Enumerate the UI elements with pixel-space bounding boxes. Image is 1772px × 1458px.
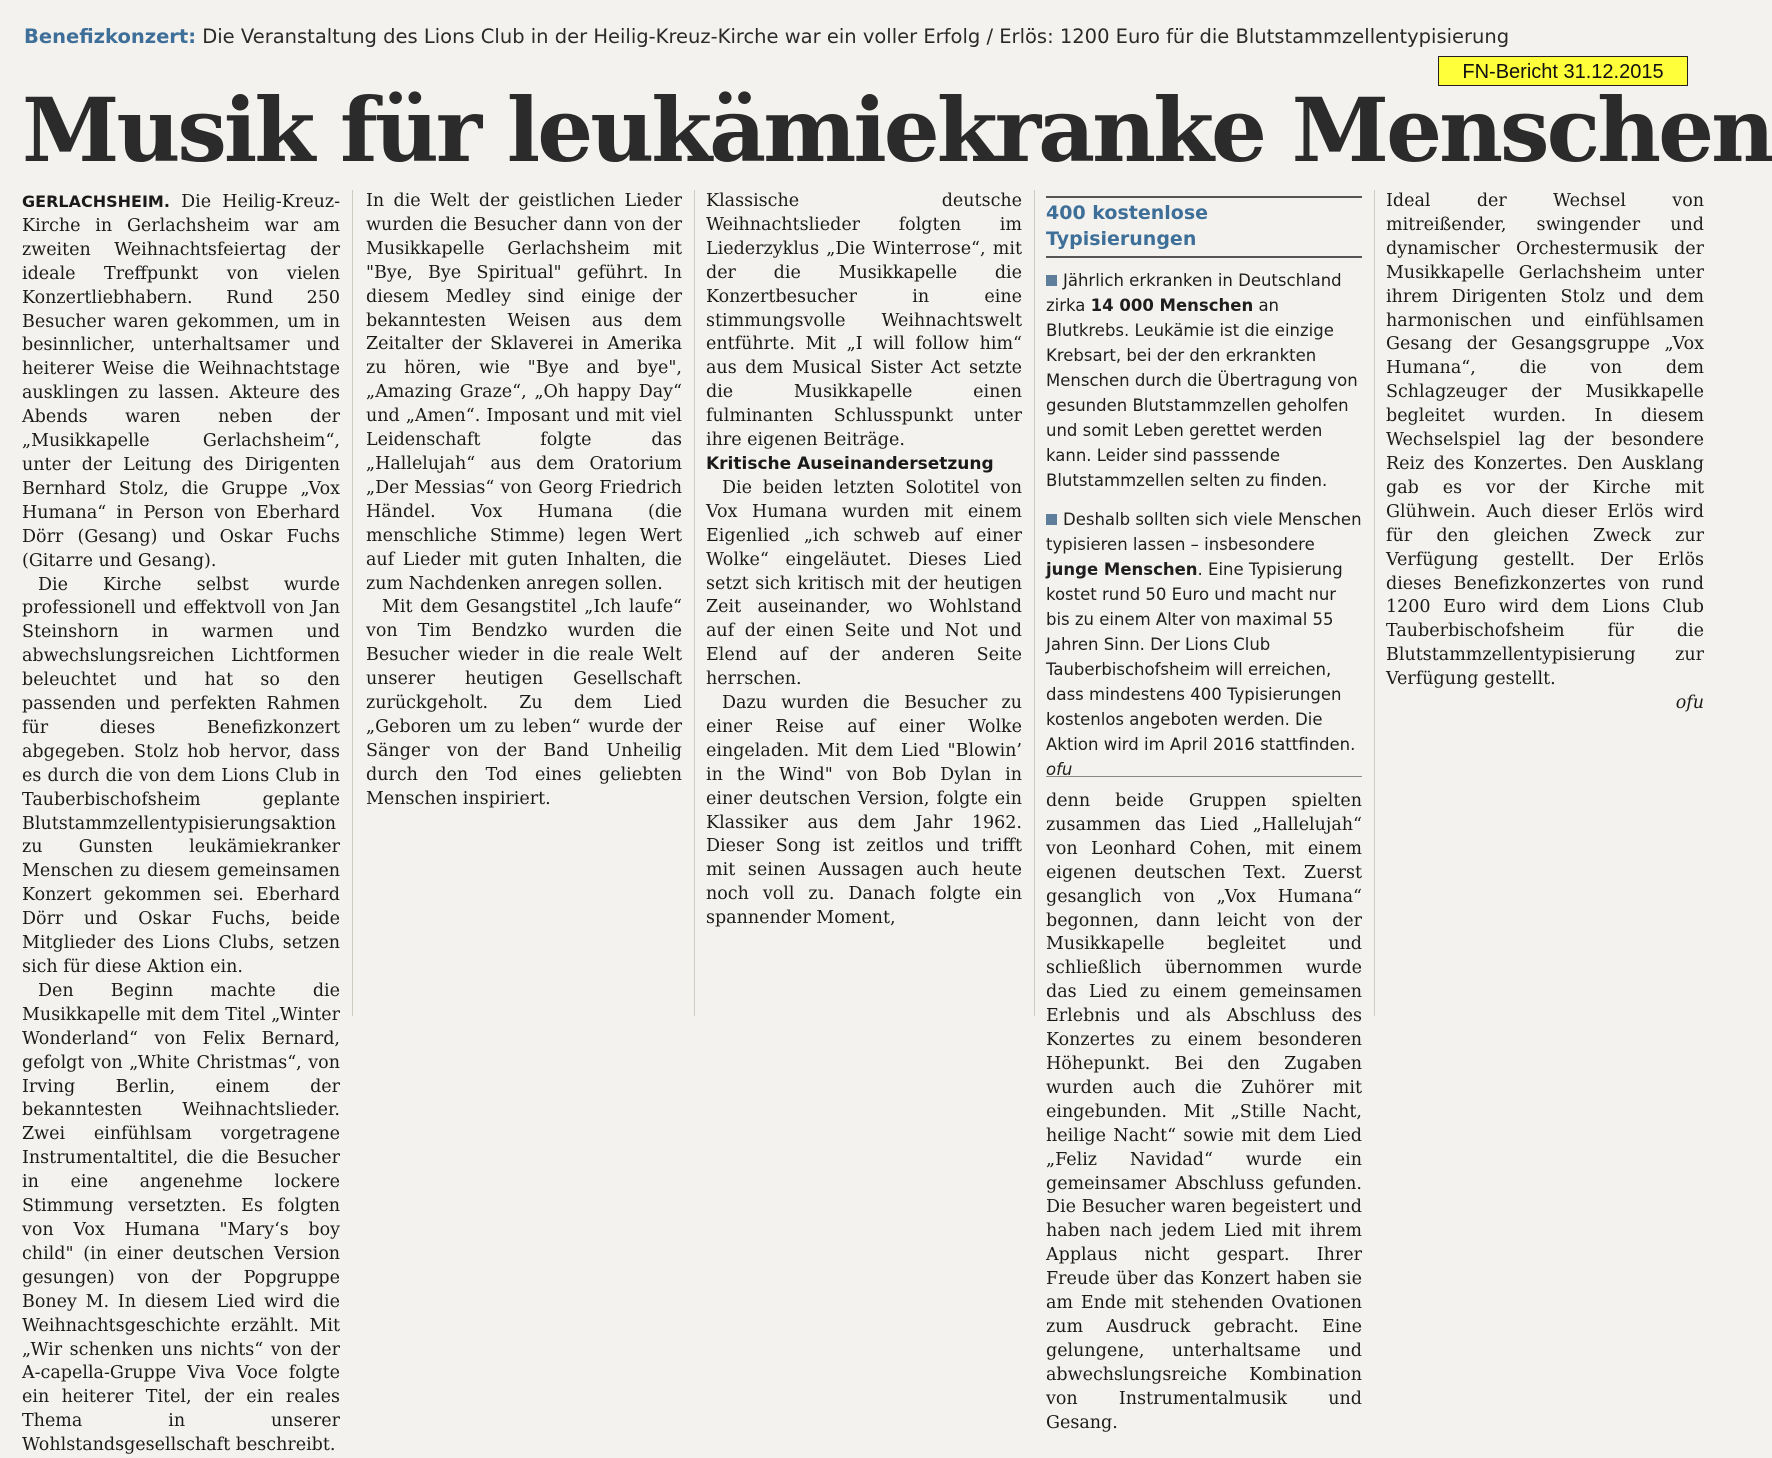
- article-author: ofu: [1675, 693, 1704, 714]
- column-divider: [694, 190, 695, 1016]
- info-text: an Blutkrebs. Leukämie ist die einzige Krebsart, bei der den erkrankten Menschen durch die Übertragung von gesunden Blutstammzellen geholfen und somit Leben gerettet werden kann. Leider sind passsende Blutstammzellen selten zu finden.: [1046, 296, 1358, 490]
- column-spacer: [366, 0, 682, 190]
- article-paragraph: Klassische deutsche Weihnachtslieder folgten im Liederzyklus „Die Winterrose“, mit der die Musikkapelle die Konzertbesucher in eine stimmungsvolle Weihnachtswelt entführte. Mit „I will follow him“ aus dem Musical Sister Act setzte die Musikkapelle einen fulminanten Schlusspunkt unter ihre eigenen Beiträge.: [706, 191, 1022, 451]
- headline: Musik für leukämiekranke Menschen: [22, 78, 1772, 182]
- article-paragraph: Ideal der Wechsel von mitreißender, swingender und dynamischer Orchestermusik der Musikkapelle Gerlachsheim unter ihrem Dirigenten Stolz und dem harmonischen und einfühlsamen Gesang der Gesangsgruppe „Vox Humana“, die von dem Schlagzeuger der Musikkapelle begleitet wurden. In diesem Wechselspiel lag der besondere Reiz des Konzertes. Den Ausklang gab es vor der Kirche mit Glühwein. Auch dieser Erlös wird für den gleichen Zweck zur Verfügung gestellt. Der Erlös dieses Benefizkonzertes von rund 1200 Euro wird dem Lions Club Tauberbischofsheim für die Blutstammzellentypisierung zur Verfügung gestellt.: [1386, 191, 1704, 690]
- dateline: GERLACHSHEIM.: [22, 192, 170, 211]
- info-bullet: [1046, 507, 1362, 782]
- article-paragraph: Die beiden letzten Solotitel von Vox Humana wurden mit einem Eigenlied „ich schweb auf einer Wolke“ eingeläutet. Dieses Lied setzt sich kritisch mit der heutigen Zeit auseinander, wo Wohlstand auf der einen Seite und Not und Elend auf der anderen Seite herrschen.: [706, 477, 1022, 690]
- info-bullet: [1046, 268, 1362, 493]
- article-paragraph: Den Beginn machte die Musikkapelle mit dem Titel „Winter Wonderland“ von Felix Bernard, gefolgt von „White Christmas“, von Irving Berlin, einem der bekanntesten Weihnachtslieder. Zwei einfühlsam vorgetragene Instrumentaltitel, die die Besucher in eine angenehme lockere Stimmung versetzten. Es folgten von Vox Humana "Mary‘s boy child" (in einer deutschen Version gesungen) von der Popgruppe Boney M. In diesem Lied wird die Weihnachtsgeschichte erzählt. Mit „Wir schenken uns nichts“ von der A-capella-Gruppe Viva Voce folgte ein heiterer Titel, der ein reales Thema in unserer Wohlstandsgesellschaft beschreibt.: [22, 980, 340, 1456]
- kicker-lead: Benefizkonzert:: [24, 25, 197, 48]
- info-emphasis: 14 000 Menschen: [1090, 296, 1254, 315]
- article-column-3: [706, 190, 1022, 1020]
- kicker-line: [24, 24, 1514, 50]
- column-divider: [1034, 190, 1035, 1016]
- article-column-2: [366, 0, 682, 829]
- article-column-5: [1386, 190, 1704, 1020]
- article-column-1: [22, 190, 340, 1456]
- column-divider: [1374, 190, 1375, 1016]
- info-emphasis: junge Menschen: [1046, 560, 1198, 579]
- paragraph-text: Die Heilig-Kreuz-Kirche in Gerlachsheim war am zweiten Weihnachtsfeiertag der ideale Treffpunkt von vielen Konzertliebhabern. Rund 250 Besucher waren gekommen, um in besinnlicher, unterhaltsamer und heiterer Weise die Weihnachtstage ausklingen zu lassen. Akteure des Abends waren neben der „Musikkapelle Gerlachsheim“, unter der Leitung des Dirigenten Bernhard Stolz, die Gruppe „Vox Humana“ in Person von Eberhard Dörr (Gesang) und Oskar Fuchs (Gitarre und Gesang).: [22, 192, 340, 571]
- article-subhead: Kritische Auseinandersetzung: [706, 453, 994, 474]
- article-paragraph: Mit dem Gesangstitel „Ich laufe“ von Tim Bendzko wurden die Besucher wieder in die reale Welt unserer heutigen Gesellschaft zurückgeholt. Zu dem Lied „Geboren um zu leben“ wurde der Sänger von der Band Unheilig durch den Tod eines geliebten Menschen inspiriert.: [366, 597, 682, 809]
- article-column-4: [1046, 790, 1362, 1433]
- info-text: Deshalb sollten sich viele Menschen typisieren lassen – insbesondere: [1046, 510, 1362, 554]
- box-bottom-rule: [1046, 776, 1362, 777]
- info-box-title: 400 kostenlose Typisierungen: [1046, 196, 1362, 258]
- article-paragraph: In die Welt der geistlichen Lieder wurden die Besucher dann von der Musikkapelle Gerlachsheim mit "Bye, Bye Spiritual" geführt. In diesem Medley sind einige der bekanntesten Weisen aus dem Zeitalter der Sklaverei in Amerika zu hören, wie "Bye and bye", „Amazing Graze“, „Oh happy Day“ und „Amen“. Imposant und mit viel Leidenschaft folgte das „Hallelujah“ aus dem Oratorium „Der Messias“ von Georg Friedrich Händel. Vox Humana (die menschliche Stimme) legen Wert auf Lieder mit guten Inhalten, die zum Nachdenken anregen sollen.: [366, 191, 682, 594]
- square-bullet-icon: [1046, 275, 1057, 286]
- column-divider: [352, 190, 353, 1016]
- article-paragraph: Die Kirche selbst wurde professionell und effektvoll von Jan Steinshorn in warmen und abwechslungsreichen Lichtformen beleuchtet und hat so den passenden und perfekten Rahmen für dieses Benefizkonzert abgegeben. Stolz hob hervor, dass es durch die von dem Lions Club in Tauberbischofsheim geplante Blutstammzellentypisierungsaktion zu Gunsten leukämiekranker Menschen zu diesem gemeinsamen Konzert gekommen sei. Eberhard Dörr und Oskar Fuchs, beide Mitglieder des Lions Clubs, setzen sich für diese Aktion ein.: [22, 574, 340, 977]
- article-paragraph: [22, 190, 340, 574]
- article-author-line: [1386, 692, 1704, 716]
- info-text: . Eine Typisierung kostet rund 50 Euro und macht nur bis zu einem Alter von maximal 55 Jahren Sinn. Der Lions Club Tauberbischofsheim will erreichen, dass mindestens 400 Typisierungen kostenlos angeboten werden. Die Aktion wird im April 2016 stattfinden.: [1046, 560, 1356, 754]
- info-box: [1046, 196, 1362, 779]
- info-text: Jährlich erkranken in Deutschland zirka: [1046, 271, 1342, 315]
- square-bullet-icon: [1046, 514, 1057, 525]
- source-date-badge: FN-Bericht 31.12.2015: [1438, 56, 1688, 86]
- article-paragraph: denn beide Gruppen spielten zusammen das Lied „Hallelujah“ von Leonhard Cohen, mit einem eigenen deutschen Text. Zuerst gesanglich von „Vox Humana“ begonnen, dann leicht von der Musikkapelle begleitet und schließlich übernommen wurde das Lied zu einem gemeinsamen Erlebnis und als Abschluss des Konzertes zu einem besonderen Höhepunkt. Bei den Zugaben wurden auch die Zuhörer mit eingebunden. Mit „Stille Nacht, heilige Nacht“ sowie mit dem Lied „Feliz Navidad“ wurde ein gemeinsamer Abschluss gefunden. Die Besucher waren begeistert und haben nach jedem Lied mit ihrem Applaus nicht gespart. Ihrer Freude über das Konzert haben sie am Ende mit stehenden Ovationen zum Ausdruck gebracht. Eine gelungene, unterhaltsame und abwechslungsreiche Kombination von Instrumentalmusik und Gesang.: [1046, 791, 1362, 1433]
- box-author: ofu: [1046, 760, 1073, 779]
- kicker-text: Die Veranstaltung des Lions Club in der Heilig-Kreuz-Kirche war ein voller Erfolg / Erlös: 1200 Euro für die Blutstammzellentypisierung: [196, 25, 1510, 48]
- article-paragraph: Dazu wurden die Besucher zu einer Reise auf einer Wolke eingeladen. Mit dem Lied "Blowin’ in the Wind" von Bob Dylan in einer deutschen Version, folgte ein Klassiker aus dem Jahr 1962. Dieser Song ist zeitlos und trifft mit seinen Aussagen auch heute noch voll zu. Danach folgte ein spannender Moment,: [706, 693, 1022, 929]
